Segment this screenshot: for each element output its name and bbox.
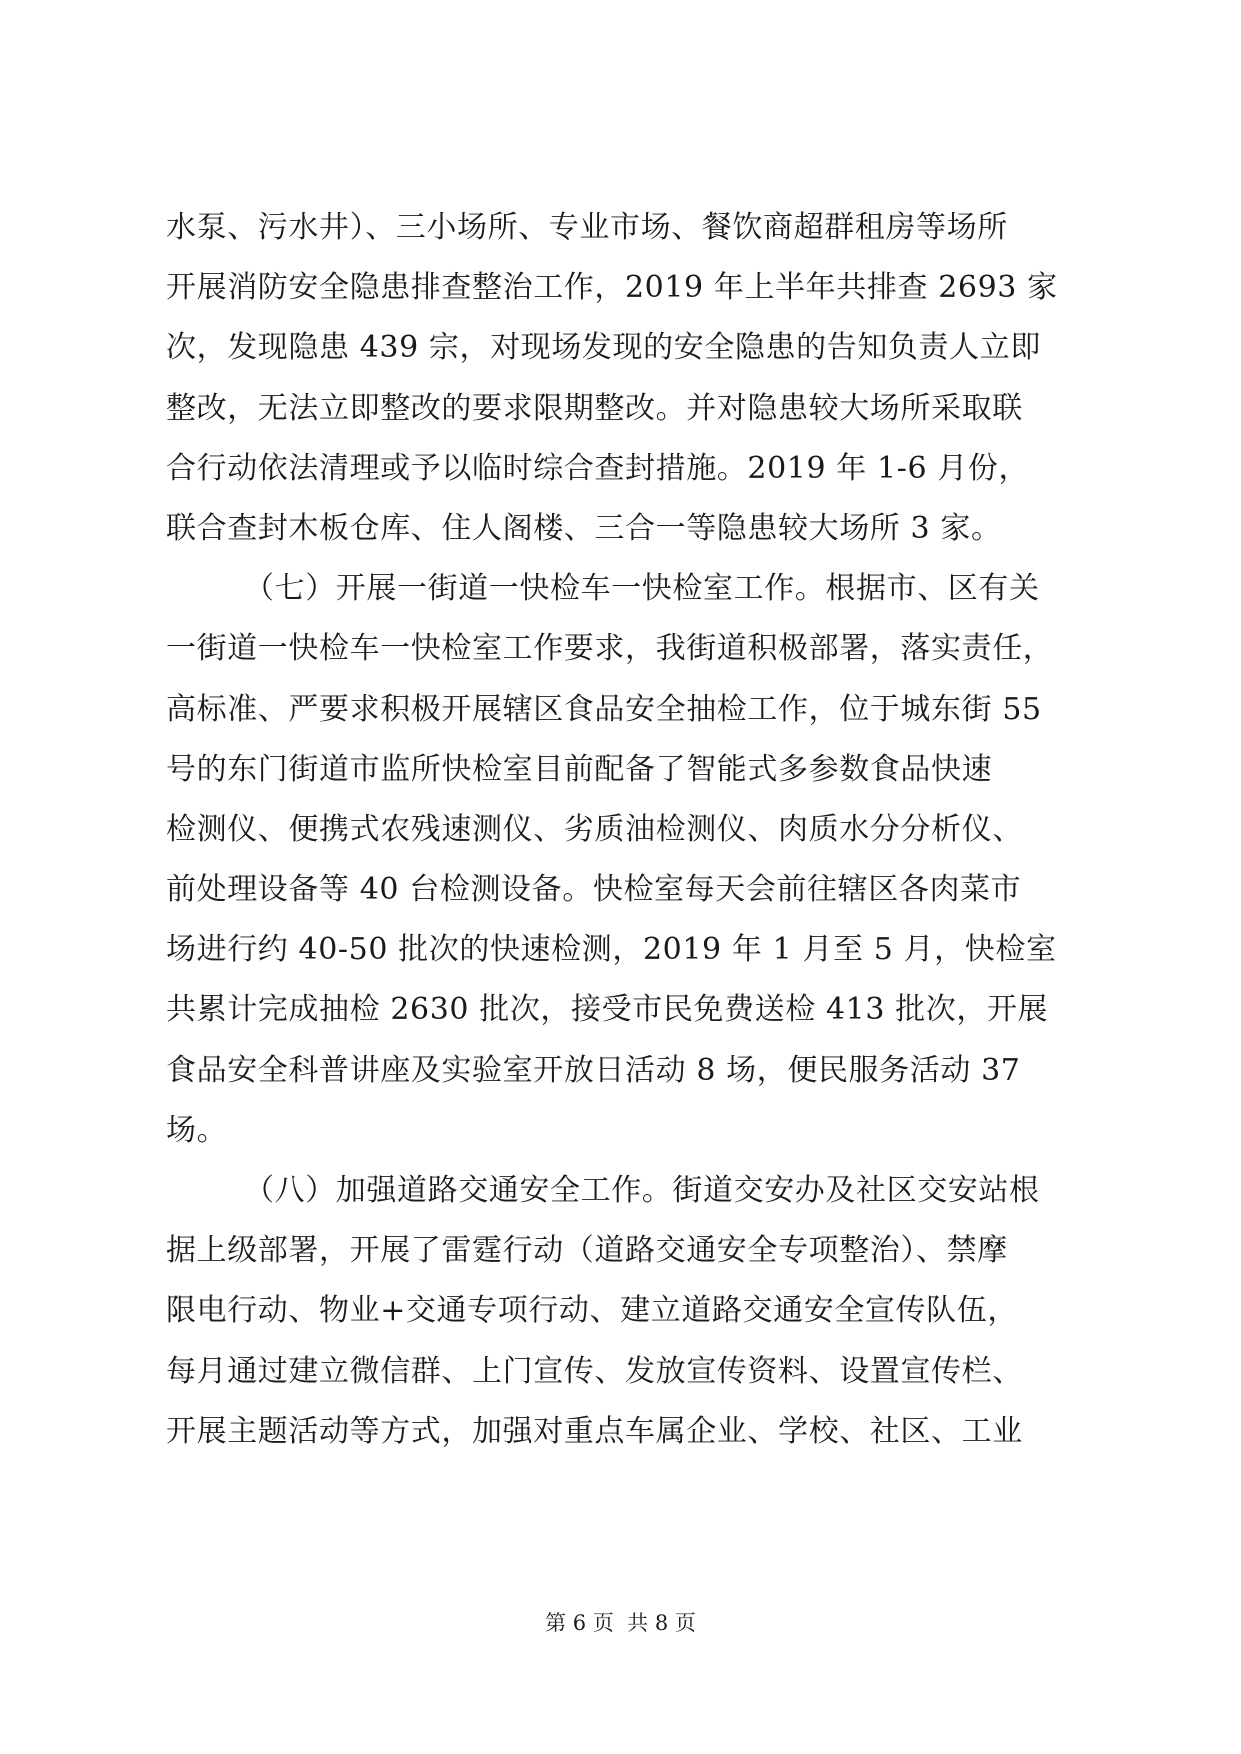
text-line: 共累计完成抽检 2630 批次，接受市民免费送检 413 批次，开展: [166, 992, 1049, 1028]
text-line: 场进行约 40-50 批次的快速检测，2019 年 1 月至 5 月，快检室: [166, 932, 1057, 968]
page-number: 第 6 页 共 8 页: [545, 1611, 696, 1635]
text-line: 检测仪、便携式农残速测仪、劣质油检测仪、肉质水分分析仪、: [166, 811, 1023, 847]
text-line: 限电行动、物业+交通专项行动、建立道路交通安全宣传队伍，: [166, 1293, 1018, 1329]
text-line: 联合查封木板仓库、住人阁楼、三合一等隐患较大场所 3 家。: [166, 510, 1002, 546]
text-line: 水泵、污水井）、三小场所、专业市场、餐饮商超群租房等场所: [166, 210, 1008, 245]
text-line: 每月通过建立微信群、上门宣传、发放宣传资料、设置宣传栏、: [166, 1353, 1023, 1389]
text-line: 高标准、严要求积极开展辖区食品安全抽检工作，位于城东街 55: [166, 691, 1042, 727]
paragraph-start-line: （七）开展一街道一快检车一快检室工作。根据市、区有关: [244, 571, 1040, 607]
text-line: 据上级部署，开展了雷霆行动（道路交通安全专项整治）、禁摩: [166, 1233, 1008, 1269]
page-footer: [0, 1608, 1241, 1638]
text-line: 合行动依法清理或予以临时综合查封措施。2019 年 1-6 月份，: [166, 450, 1030, 486]
text-line: 开展主题活动等方式，加强对重点车属企业、学校、社区、工业: [166, 1413, 1023, 1449]
text-line: 前处理设备等 40 台检测设备。快检室每天会前往辖区各肉菜市: [166, 872, 1022, 908]
body-text: [166, 198, 1078, 1462]
text-line: 开展消防安全隐患排查整治工作，2019 年上半年共排查 2693 家: [166, 270, 1058, 306]
paragraph-start-line: （八）加强道路交通安全工作。街道交安办及社区交安站根: [244, 1173, 1040, 1208]
text-line: 整改，无法立即整改的要求限期整改。并对隐患较大场所采取联: [166, 390, 1023, 426]
text-line: 号的东门街道市监所快检室目前配备了智能式多参数食品快速: [166, 751, 993, 787]
text-line: 食品安全科普讲座及实验室开放日活动 8 场，便民服务活动 37: [166, 1052, 1021, 1088]
text-line: 一街道一快检车一快检室工作要求，我街道积极部署，落实责任，: [166, 631, 1054, 667]
text-line: 次，发现隐患 439 宗，对现场发现的安全隐患的告知负责人立即: [166, 330, 1041, 366]
text-line: 场。: [166, 1112, 228, 1148]
